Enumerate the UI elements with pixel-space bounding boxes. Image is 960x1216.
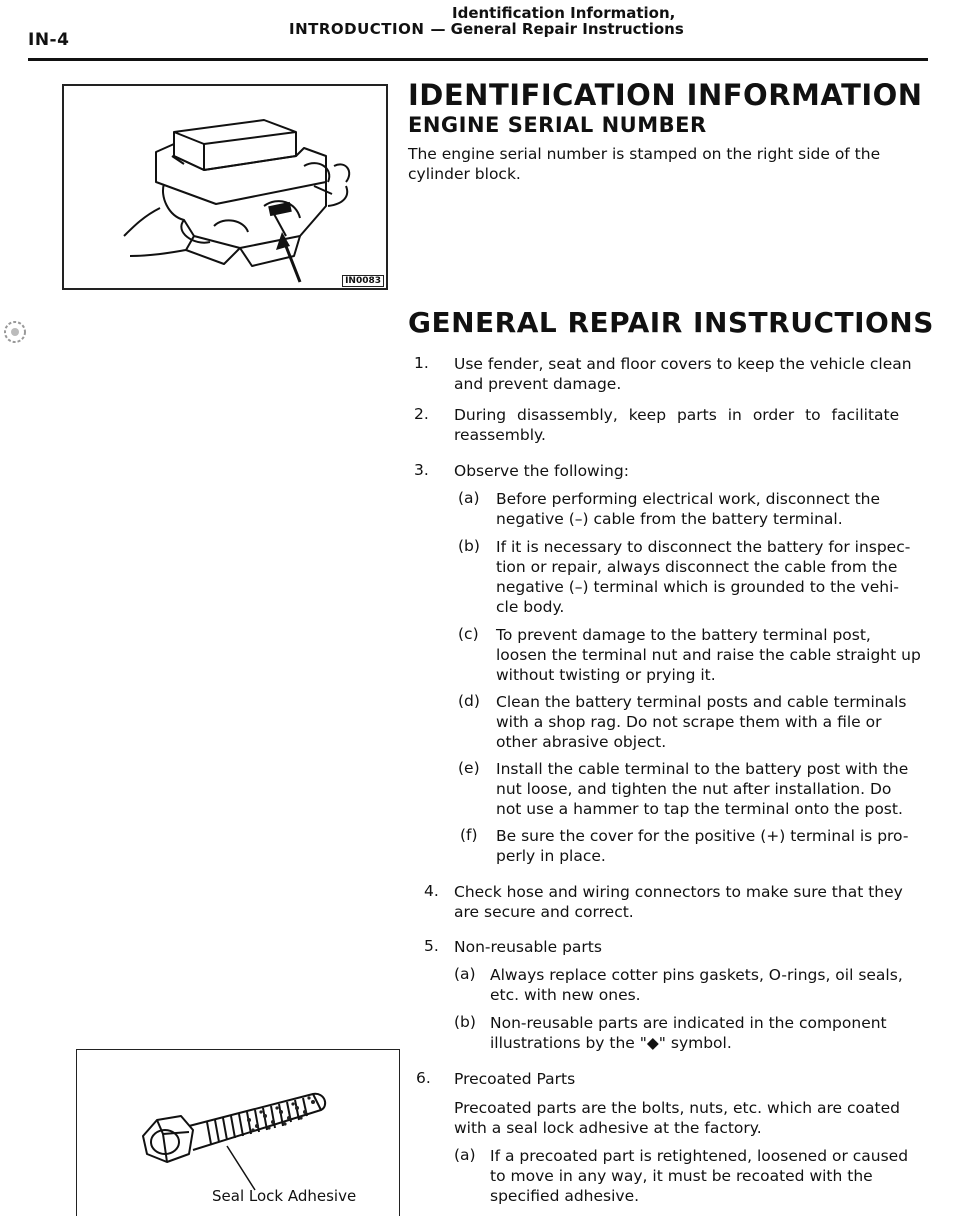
item-6-line2: Precoated parts are the bolts, nuts, etc. which are coated [454, 1099, 900, 1117]
sub-3a-line1: Before performing electrical work, disconnect the [496, 490, 881, 508]
item-number: 2. [414, 405, 429, 423]
sub-5b-line1: Non-reusable parts are indicated in the component [490, 1014, 887, 1032]
sub-3e-line2: nut loose, and tighten the nut after installation. Do [496, 780, 892, 798]
sub-label: (a) [454, 965, 476, 983]
sub-label: (a) [458, 489, 480, 507]
item-number: 3. [414, 461, 429, 479]
header-rule [28, 58, 928, 61]
identification-body-line1: The engine serial number is stamped on the right side of the [408, 145, 881, 163]
sub-3e-line1: Install the cable terminal to the battery post with the [496, 760, 909, 778]
sub-3f-line1: Be sure the cover for the positive (+) terminal is pro- [496, 827, 909, 845]
sub-3b-line4: cle body. [496, 598, 565, 616]
header-title-line1: Identification Information, [452, 4, 676, 22]
sub-3b-line3: negative (–) terminal which is grounded to the vehi- [496, 578, 899, 596]
item-1-line1: Use fender, seat and floor covers to keep the vehicle clean [454, 355, 912, 373]
sub-3d-line1: Clean the battery terminal posts and cable terminals [496, 693, 907, 711]
item-2-line2: reassembly. [454, 426, 546, 444]
header-subsection: General Repair Instructions [450, 20, 684, 38]
item-4-line2: are secure and correct. [454, 903, 634, 921]
sub-label: (b) [454, 1013, 476, 1031]
header-section: INTRODUCTION [289, 20, 425, 38]
sub-3d-line2: with a shop rag. Do not scrape them with a file or [496, 713, 882, 731]
sub-3e-line3: not use a hammer to tap the terminal onto the post. [496, 800, 903, 818]
item-6-line3: with a seal lock adhesive at the factory. [454, 1119, 762, 1137]
item-6-line1: Precoated Parts [454, 1070, 576, 1088]
repair-title: GENERAL REPAIR INSTRUCTIONS [408, 306, 934, 339]
item-number: 1. [414, 354, 429, 372]
sub-5b-line2: illustrations by the "◆" symbol. [490, 1034, 732, 1052]
sub-label: (a) [454, 1146, 476, 1164]
sub-6a-line1: If a precoated part is retightened, loosened or caused [490, 1147, 909, 1165]
engine-serial-subtitle: ENGINE SERIAL NUMBER [408, 113, 707, 137]
header-title-line2 [289, 20, 684, 38]
sub-3d-line3: other abrasive object. [496, 733, 667, 751]
sub-6a-line2: to move in any way, it must be recoated with the [490, 1167, 873, 1185]
item-2-line1: During disassembly, keep parts in order to facilitate [454, 406, 900, 424]
bolt-figure [76, 1049, 400, 1216]
figure-caption: Seal Lock Adhesive [212, 1187, 357, 1205]
page-number: IN-4 [28, 30, 70, 50]
engine-block-illustration [64, 86, 386, 288]
item-number: 4. [424, 882, 439, 900]
identification-body-line2: cylinder block. [408, 165, 521, 183]
sub-3c-line2: loosen the terminal nut and raise the cable straight up [496, 646, 921, 664]
sub-label: (b) [458, 537, 480, 555]
sub-5a-line2: etc. with new ones. [490, 986, 641, 1004]
item-1-line2: and prevent damage. [454, 375, 622, 393]
sub-label: (d) [458, 692, 480, 710]
item-number: 6. [416, 1069, 431, 1087]
header-dash: — [430, 20, 446, 38]
sub-3c-line1: To prevent damage to the battery terminal post, [496, 626, 871, 644]
sub-3b-line2: tion or repair, always disconnect the cable from the [496, 558, 898, 576]
sub-label: (f) [460, 826, 478, 844]
item-3-line1: Observe the following: [454, 462, 629, 480]
scan-mark [0, 318, 34, 355]
sub-label: (c) [458, 625, 479, 643]
sub-6a-line3: specified adhesive. [490, 1187, 640, 1205]
sub-3a-line2: negative (–) cable from the battery terminal. [496, 510, 843, 528]
item-number: 5. [424, 937, 439, 955]
figure-code: IN0083 [342, 275, 384, 287]
sub-3b-line1: If it is necessary to disconnect the battery for inspec- [496, 538, 911, 556]
sub-5a-line1: Always replace cotter pins gaskets, O-rings, oil seals, [490, 966, 903, 984]
item-4-line1: Check hose and wiring connectors to make sure that they [454, 883, 903, 901]
engine-figure [62, 84, 388, 290]
identification-title: IDENTIFICATION INFORMATION [408, 78, 923, 112]
item-5-line1: Non-reusable parts [454, 938, 602, 956]
sub-3f-line2: perly in place. [496, 847, 606, 865]
sub-3c-line3: without twisting or prying it. [496, 666, 716, 684]
sub-label: (e) [458, 759, 480, 777]
